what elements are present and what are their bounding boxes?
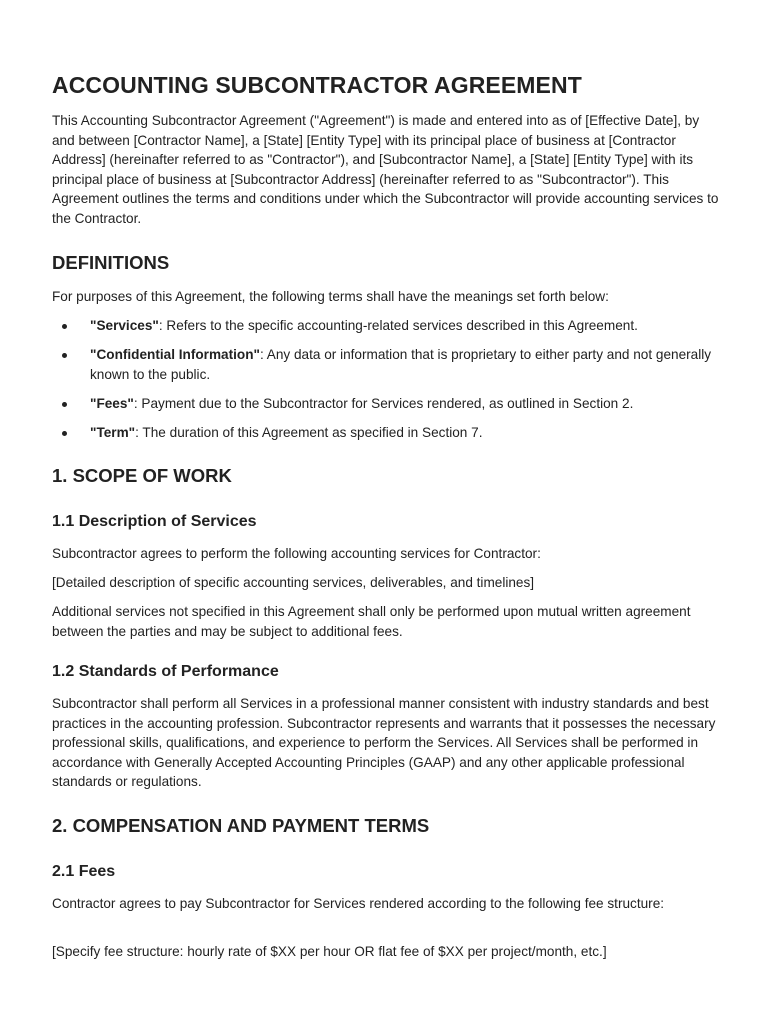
definition-term: "Services" [90,318,159,333]
bullet-icon [62,324,67,329]
section-2-heading: 2. COMPENSATION AND PAYMENT TERMS [52,815,430,836]
definition-term: "Confidential Information" [90,347,260,362]
section-1-1-paragraph-3: Additional services not specified in this Agreement shall only be performed upon mutual written agreement between the parties and may be subject to additional fees. [52,604,691,639]
definition-body: : The duration of this Agreement as specified in Section 7. [135,425,483,440]
definition-term: "Fees" [90,396,134,411]
definition-body: : Any data or information that is proprietary to either party and not generally known to the public. [90,347,712,382]
definition-text [90,423,720,443]
section-2-1-paragraph-1: Contractor agrees to pay Subcontractor for Services rendered according to the following fee structure: [52,896,665,911]
section-2-1-heading: 2.1 Fees [52,863,116,880]
definitions-lead: For purposes of this Agreement, the following terms shall have the meanings set forth below: [52,289,609,304]
definition-body: : Payment due to the Subcontractor for Services rendered, as outlined in Section 2. [133,396,634,411]
intro-paragraph: This Accounting Subcontractor Agreement ("Agreement") is made and entered into as of [Effective Date], by and between [Contractor Name], a [State] [Entity Type] with its principal place of business at [Contractor Address] (hereinafter referred to as "Contractor"), and [Subcontractor Name], a [State] [Entity Type] with its principal place of business at [Subcontractor Address] (hereinafter referred to as "Subcontractor"). This Agreement outlines the terms and conditions under which the Subcontractor will provide accounting services to the Contractor. [52,113,719,226]
definition-text [90,316,720,336]
definition-text [90,394,720,414]
definition-body: : Refers to the specific accounting-related services described in this Agreement. [158,318,638,333]
definition-term: "Term" [90,425,136,440]
section-1-1-heading: 1.1 Description of Services [52,513,257,530]
section-1-1-paragraph-2: [Detailed description of specific accounting services, deliverables, and timelines] [52,575,535,590]
definitions-heading: DEFINITIONS [52,252,170,273]
section-1-2-paragraph-1: Subcontractor shall perform all Services in a professional manner consistent with industry standards and best practices in the accounting profession. Subcontractor represents and warrants that it possesses the necessary professional skills, qualifications, and experience to perform the Services. All Services shall be performed in accordance with Generally Accepted Accounting Principles (GAAP) and any other applicable professional standards or regulations. [52,696,716,789]
document-title: ACCOUNTING SUBCONTRACTOR AGREEMENT [52,72,582,98]
definition-text [90,345,720,384]
section-2-1-paragraph-2: [Specify fee structure: hourly rate of $XX per hour OR flat fee of $XX per project/month, etc.] [52,944,607,959]
section-1-1-paragraph-1: Subcontractor agrees to perform the following accounting services for Contractor: [52,546,541,561]
bullet-icon [62,431,67,436]
section-1-heading: 1. SCOPE OF WORK [52,465,232,486]
bullet-icon [62,402,67,407]
section-1-2-heading: 1.2 Standards of Performance [52,663,279,680]
bullet-icon [62,353,67,358]
